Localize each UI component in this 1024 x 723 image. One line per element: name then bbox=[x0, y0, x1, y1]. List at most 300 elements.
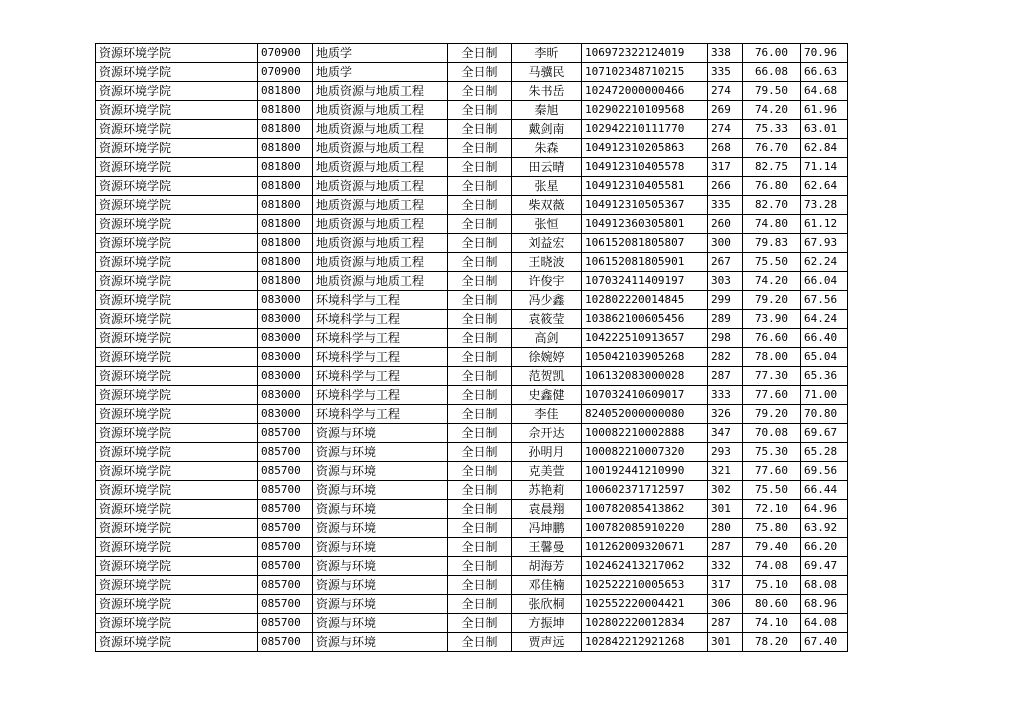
retest-score-cell: 78.20 bbox=[743, 633, 801, 652]
retest-score-cell: 74.80 bbox=[743, 215, 801, 234]
major-name-cell: 环境科学与工程 bbox=[313, 310, 448, 329]
study-mode-cell: 全日制 bbox=[448, 44, 512, 63]
initial-score-cell: 335 bbox=[708, 63, 743, 82]
student-name-cell: 李佳 bbox=[512, 405, 582, 424]
initial-score-cell: 321 bbox=[708, 462, 743, 481]
table-row bbox=[96, 272, 848, 291]
study-mode-cell: 全日制 bbox=[448, 196, 512, 215]
major-name-cell: 资源与环境 bbox=[313, 443, 448, 462]
exam-id-cell: 100782085910220 bbox=[582, 519, 708, 538]
major-code-cell: 085700 bbox=[258, 462, 313, 481]
total-score-cell: 63.92 bbox=[801, 519, 848, 538]
study-mode-cell: 全日制 bbox=[448, 101, 512, 120]
major-name-cell: 地质学 bbox=[313, 44, 448, 63]
college-cell: 资源环境学院 bbox=[96, 576, 258, 595]
study-mode-cell: 全日制 bbox=[448, 424, 512, 443]
study-mode-cell: 全日制 bbox=[448, 443, 512, 462]
college-cell: 资源环境学院 bbox=[96, 82, 258, 101]
table-row bbox=[96, 538, 848, 557]
student-name-cell: 贾声远 bbox=[512, 633, 582, 652]
student-name-cell: 方振坤 bbox=[512, 614, 582, 633]
exam-id-cell: 102462413217062 bbox=[582, 557, 708, 576]
total-score-cell: 73.28 bbox=[801, 196, 848, 215]
college-cell: 资源环境学院 bbox=[96, 177, 258, 196]
college-cell: 资源环境学院 bbox=[96, 196, 258, 215]
initial-score-cell: 302 bbox=[708, 481, 743, 500]
total-score-cell: 69.47 bbox=[801, 557, 848, 576]
table-row bbox=[96, 424, 848, 443]
table-row bbox=[96, 215, 848, 234]
table-row bbox=[96, 367, 848, 386]
major-name-cell: 资源与环境 bbox=[313, 633, 448, 652]
study-mode-cell: 全日制 bbox=[448, 234, 512, 253]
study-mode-cell: 全日制 bbox=[448, 63, 512, 82]
student-name-cell: 王馨曼 bbox=[512, 538, 582, 557]
college-cell: 资源环境学院 bbox=[96, 538, 258, 557]
initial-score-cell: 274 bbox=[708, 82, 743, 101]
exam-id-cell: 100082210002888 bbox=[582, 424, 708, 443]
major-code-cell: 081800 bbox=[258, 158, 313, 177]
major-code-cell: 085700 bbox=[258, 576, 313, 595]
table-row bbox=[96, 576, 848, 595]
study-mode-cell: 全日制 bbox=[448, 177, 512, 196]
initial-score-cell: 301 bbox=[708, 633, 743, 652]
exam-id-cell: 100192441210990 bbox=[582, 462, 708, 481]
table-row bbox=[96, 595, 848, 614]
total-score-cell: 66.04 bbox=[801, 272, 848, 291]
major-name-cell: 资源与环境 bbox=[313, 595, 448, 614]
total-score-cell: 68.08 bbox=[801, 576, 848, 595]
student-name-cell: 孙明月 bbox=[512, 443, 582, 462]
study-mode-cell: 全日制 bbox=[448, 291, 512, 310]
major-code-cell: 081800 bbox=[258, 177, 313, 196]
major-name-cell: 资源与环境 bbox=[313, 462, 448, 481]
study-mode-cell: 全日制 bbox=[448, 253, 512, 272]
college-cell: 资源环境学院 bbox=[96, 310, 258, 329]
exam-id-cell: 104222510913657 bbox=[582, 329, 708, 348]
table-row bbox=[96, 158, 848, 177]
major-name-cell: 环境科学与工程 bbox=[313, 291, 448, 310]
initial-score-cell: 347 bbox=[708, 424, 743, 443]
exam-id-cell: 102802220012834 bbox=[582, 614, 708, 633]
initial-score-cell: 335 bbox=[708, 196, 743, 215]
major-code-cell: 085700 bbox=[258, 500, 313, 519]
initial-score-cell: 268 bbox=[708, 139, 743, 158]
college-cell: 资源环境学院 bbox=[96, 443, 258, 462]
college-cell: 资源环境学院 bbox=[96, 633, 258, 652]
student-name-cell: 佘开达 bbox=[512, 424, 582, 443]
student-name-cell: 李昕 bbox=[512, 44, 582, 63]
major-name-cell: 环境科学与工程 bbox=[313, 329, 448, 348]
exam-id-cell: 107032411409197 bbox=[582, 272, 708, 291]
student-name-cell: 朱书岳 bbox=[512, 82, 582, 101]
major-name-cell: 资源与环境 bbox=[313, 538, 448, 557]
retest-score-cell: 77.60 bbox=[743, 386, 801, 405]
total-score-cell: 64.68 bbox=[801, 82, 848, 101]
table-row bbox=[96, 63, 848, 82]
major-code-cell: 085700 bbox=[258, 614, 313, 633]
initial-score-cell: 303 bbox=[708, 272, 743, 291]
score-table-body bbox=[96, 44, 848, 652]
retest-score-cell: 75.33 bbox=[743, 120, 801, 139]
student-name-cell: 朱森 bbox=[512, 139, 582, 158]
total-score-cell: 65.28 bbox=[801, 443, 848, 462]
total-score-cell: 62.84 bbox=[801, 139, 848, 158]
initial-score-cell: 287 bbox=[708, 367, 743, 386]
major-name-cell: 资源与环境 bbox=[313, 614, 448, 633]
major-name-cell: 环境科学与工程 bbox=[313, 386, 448, 405]
exam-id-cell: 102472000000466 bbox=[582, 82, 708, 101]
student-name-cell: 袁晨翔 bbox=[512, 500, 582, 519]
retest-score-cell: 82.70 bbox=[743, 196, 801, 215]
college-cell: 资源环境学院 bbox=[96, 386, 258, 405]
major-code-cell: 081800 bbox=[258, 272, 313, 291]
total-score-cell: 61.96 bbox=[801, 101, 848, 120]
exam-id-cell: 105042103905268 bbox=[582, 348, 708, 367]
table-row bbox=[96, 82, 848, 101]
study-mode-cell: 全日制 bbox=[448, 557, 512, 576]
student-name-cell: 戴剑南 bbox=[512, 120, 582, 139]
college-cell: 资源环境学院 bbox=[96, 519, 258, 538]
retest-score-cell: 70.08 bbox=[743, 424, 801, 443]
retest-score-cell: 79.40 bbox=[743, 538, 801, 557]
table-row bbox=[96, 481, 848, 500]
total-score-cell: 61.12 bbox=[801, 215, 848, 234]
major-code-cell: 081800 bbox=[258, 120, 313, 139]
table-row bbox=[96, 101, 848, 120]
table-row bbox=[96, 177, 848, 196]
initial-score-cell: 266 bbox=[708, 177, 743, 196]
major-name-cell: 地质资源与地质工程 bbox=[313, 234, 448, 253]
initial-score-cell: 299 bbox=[708, 291, 743, 310]
study-mode-cell: 全日制 bbox=[448, 519, 512, 538]
retest-score-cell: 76.80 bbox=[743, 177, 801, 196]
table-row bbox=[96, 348, 848, 367]
retest-score-cell: 78.00 bbox=[743, 348, 801, 367]
exam-id-cell: 100082210007320 bbox=[582, 443, 708, 462]
study-mode-cell: 全日制 bbox=[448, 82, 512, 101]
table-row bbox=[96, 614, 848, 633]
study-mode-cell: 全日制 bbox=[448, 215, 512, 234]
major-code-cell: 070900 bbox=[258, 44, 313, 63]
retest-score-cell: 75.10 bbox=[743, 576, 801, 595]
student-name-cell: 冯少鑫 bbox=[512, 291, 582, 310]
retest-score-cell: 66.08 bbox=[743, 63, 801, 82]
exam-id-cell: 102942210111770 bbox=[582, 120, 708, 139]
study-mode-cell: 全日制 bbox=[448, 500, 512, 519]
major-name-cell: 地质资源与地质工程 bbox=[313, 139, 448, 158]
exam-id-cell: 104912360305801 bbox=[582, 215, 708, 234]
total-score-cell: 71.00 bbox=[801, 386, 848, 405]
total-score-cell: 66.63 bbox=[801, 63, 848, 82]
major-code-cell: 070900 bbox=[258, 63, 313, 82]
student-name-cell: 许俊宇 bbox=[512, 272, 582, 291]
total-score-cell: 69.56 bbox=[801, 462, 848, 481]
major-name-cell: 地质学 bbox=[313, 63, 448, 82]
major-name-cell: 地质资源与地质工程 bbox=[313, 101, 448, 120]
total-score-cell: 69.67 bbox=[801, 424, 848, 443]
retest-score-cell: 79.83 bbox=[743, 234, 801, 253]
major-code-cell: 085700 bbox=[258, 519, 313, 538]
study-mode-cell: 全日制 bbox=[448, 614, 512, 633]
major-code-cell: 081800 bbox=[258, 82, 313, 101]
total-score-cell: 65.04 bbox=[801, 348, 848, 367]
exam-id-cell: 107102348710215 bbox=[582, 63, 708, 82]
college-cell: 资源环境学院 bbox=[96, 462, 258, 481]
exam-id-cell: 100782085413862 bbox=[582, 500, 708, 519]
retest-score-cell: 77.30 bbox=[743, 367, 801, 386]
total-score-cell: 67.40 bbox=[801, 633, 848, 652]
student-name-cell: 苏艳莉 bbox=[512, 481, 582, 500]
total-score-cell: 70.80 bbox=[801, 405, 848, 424]
retest-score-cell: 76.00 bbox=[743, 44, 801, 63]
total-score-cell: 66.20 bbox=[801, 538, 848, 557]
table-row bbox=[96, 329, 848, 348]
table-row bbox=[96, 291, 848, 310]
college-cell: 资源环境学院 bbox=[96, 101, 258, 120]
major-name-cell: 地质资源与地质工程 bbox=[313, 196, 448, 215]
total-score-cell: 67.93 bbox=[801, 234, 848, 253]
major-name-cell: 资源与环境 bbox=[313, 557, 448, 576]
study-mode-cell: 全日制 bbox=[448, 595, 512, 614]
study-mode-cell: 全日制 bbox=[448, 120, 512, 139]
major-code-cell: 085700 bbox=[258, 595, 313, 614]
retest-score-cell: 79.20 bbox=[743, 291, 801, 310]
major-code-cell: 083000 bbox=[258, 310, 313, 329]
student-name-cell: 张欣桐 bbox=[512, 595, 582, 614]
college-cell: 资源环境学院 bbox=[96, 272, 258, 291]
retest-score-cell: 73.90 bbox=[743, 310, 801, 329]
retest-score-cell: 79.50 bbox=[743, 82, 801, 101]
major-code-cell: 083000 bbox=[258, 386, 313, 405]
retest-score-cell: 75.50 bbox=[743, 481, 801, 500]
study-mode-cell: 全日制 bbox=[448, 348, 512, 367]
total-score-cell: 66.44 bbox=[801, 481, 848, 500]
major-code-cell: 081800 bbox=[258, 139, 313, 158]
major-code-cell: 085700 bbox=[258, 557, 313, 576]
study-mode-cell: 全日制 bbox=[448, 272, 512, 291]
college-cell: 资源环境学院 bbox=[96, 595, 258, 614]
exam-id-cell: 104912310505367 bbox=[582, 196, 708, 215]
total-score-cell: 68.96 bbox=[801, 595, 848, 614]
student-name-cell: 田云晴 bbox=[512, 158, 582, 177]
study-mode-cell: 全日制 bbox=[448, 386, 512, 405]
major-name-cell: 环境科学与工程 bbox=[313, 367, 448, 386]
major-name-cell: 地质资源与地质工程 bbox=[313, 272, 448, 291]
major-name-cell: 地质资源与地质工程 bbox=[313, 253, 448, 272]
study-mode-cell: 全日制 bbox=[448, 310, 512, 329]
study-mode-cell: 全日制 bbox=[448, 139, 512, 158]
initial-score-cell: 260 bbox=[708, 215, 743, 234]
exam-id-cell: 103862100605456 bbox=[582, 310, 708, 329]
study-mode-cell: 全日制 bbox=[448, 405, 512, 424]
study-mode-cell: 全日制 bbox=[448, 538, 512, 557]
exam-id-cell: 106972322124019 bbox=[582, 44, 708, 63]
student-name-cell: 张星 bbox=[512, 177, 582, 196]
study-mode-cell: 全日制 bbox=[448, 481, 512, 500]
exam-id-cell: 102902210109568 bbox=[582, 101, 708, 120]
major-code-cell: 085700 bbox=[258, 538, 313, 557]
college-cell: 资源环境学院 bbox=[96, 120, 258, 139]
retest-score-cell: 74.08 bbox=[743, 557, 801, 576]
initial-score-cell: 298 bbox=[708, 329, 743, 348]
exam-id-cell: 102802220014845 bbox=[582, 291, 708, 310]
college-cell: 资源环境学院 bbox=[96, 158, 258, 177]
initial-score-cell: 338 bbox=[708, 44, 743, 63]
exam-id-cell: 104912310405581 bbox=[582, 177, 708, 196]
study-mode-cell: 全日制 bbox=[448, 367, 512, 386]
initial-score-cell: 282 bbox=[708, 348, 743, 367]
exam-id-cell: 106132083000028 bbox=[582, 367, 708, 386]
major-name-cell: 环境科学与工程 bbox=[313, 348, 448, 367]
study-mode-cell: 全日制 bbox=[448, 576, 512, 595]
student-name-cell: 史鑫健 bbox=[512, 386, 582, 405]
study-mode-cell: 全日制 bbox=[448, 633, 512, 652]
major-code-cell: 081800 bbox=[258, 215, 313, 234]
student-name-cell: 柴双薇 bbox=[512, 196, 582, 215]
total-score-cell: 65.36 bbox=[801, 367, 848, 386]
student-name-cell: 秦旭 bbox=[512, 101, 582, 120]
table-row bbox=[96, 253, 848, 272]
retest-score-cell: 72.10 bbox=[743, 500, 801, 519]
initial-score-cell: 269 bbox=[708, 101, 743, 120]
total-score-cell: 64.96 bbox=[801, 500, 848, 519]
student-name-cell: 克美萱 bbox=[512, 462, 582, 481]
college-cell: 资源环境学院 bbox=[96, 424, 258, 443]
initial-score-cell: 301 bbox=[708, 500, 743, 519]
table-row bbox=[96, 500, 848, 519]
retest-score-cell: 74.10 bbox=[743, 614, 801, 633]
major-name-cell: 资源与环境 bbox=[313, 481, 448, 500]
major-name-cell: 资源与环境 bbox=[313, 424, 448, 443]
exam-id-cell: 106152081805901 bbox=[582, 253, 708, 272]
retest-score-cell: 76.60 bbox=[743, 329, 801, 348]
college-cell: 资源环境学院 bbox=[96, 234, 258, 253]
exam-id-cell: 102522210005653 bbox=[582, 576, 708, 595]
college-cell: 资源环境学院 bbox=[96, 405, 258, 424]
student-name-cell: 冯坤鹏 bbox=[512, 519, 582, 538]
college-cell: 资源环境学院 bbox=[96, 367, 258, 386]
table-row bbox=[96, 44, 848, 63]
table-row bbox=[96, 386, 848, 405]
total-score-cell: 62.64 bbox=[801, 177, 848, 196]
retest-score-cell: 77.60 bbox=[743, 462, 801, 481]
college-cell: 资源环境学院 bbox=[96, 557, 258, 576]
total-score-cell: 67.56 bbox=[801, 291, 848, 310]
major-code-cell: 085700 bbox=[258, 481, 313, 500]
retest-score-cell: 74.20 bbox=[743, 272, 801, 291]
initial-score-cell: 274 bbox=[708, 120, 743, 139]
major-name-cell: 地质资源与地质工程 bbox=[313, 177, 448, 196]
study-mode-cell: 全日制 bbox=[448, 158, 512, 177]
exam-id-cell: 101262009320671 bbox=[582, 538, 708, 557]
initial-score-cell: 267 bbox=[708, 253, 743, 272]
college-cell: 资源环境学院 bbox=[96, 139, 258, 158]
initial-score-cell: 289 bbox=[708, 310, 743, 329]
table-row bbox=[96, 443, 848, 462]
initial-score-cell: 317 bbox=[708, 158, 743, 177]
retest-score-cell: 76.70 bbox=[743, 139, 801, 158]
study-mode-cell: 全日制 bbox=[448, 462, 512, 481]
initial-score-cell: 300 bbox=[708, 234, 743, 253]
student-name-cell: 范贺凯 bbox=[512, 367, 582, 386]
initial-score-cell: 306 bbox=[708, 595, 743, 614]
initial-score-cell: 317 bbox=[708, 576, 743, 595]
major-code-cell: 083000 bbox=[258, 405, 313, 424]
retest-score-cell: 75.30 bbox=[743, 443, 801, 462]
total-score-cell: 63.01 bbox=[801, 120, 848, 139]
major-code-cell: 085700 bbox=[258, 424, 313, 443]
retest-score-cell: 74.20 bbox=[743, 101, 801, 120]
college-cell: 资源环境学院 bbox=[96, 614, 258, 633]
table-row bbox=[96, 462, 848, 481]
initial-score-cell: 332 bbox=[708, 557, 743, 576]
total-score-cell: 70.96 bbox=[801, 44, 848, 63]
total-score-cell: 71.14 bbox=[801, 158, 848, 177]
table-row bbox=[96, 310, 848, 329]
major-name-cell: 地质资源与地质工程 bbox=[313, 215, 448, 234]
initial-score-cell: 293 bbox=[708, 443, 743, 462]
major-code-cell: 081800 bbox=[258, 101, 313, 120]
study-mode-cell: 全日制 bbox=[448, 329, 512, 348]
major-code-cell: 083000 bbox=[258, 367, 313, 386]
total-score-cell: 64.24 bbox=[801, 310, 848, 329]
exam-id-cell: 102552220004421 bbox=[582, 595, 708, 614]
student-name-cell: 马骥民 bbox=[512, 63, 582, 82]
major-name-cell: 地质资源与地质工程 bbox=[313, 158, 448, 177]
retest-score-cell: 80.60 bbox=[743, 595, 801, 614]
major-code-cell: 083000 bbox=[258, 329, 313, 348]
college-cell: 资源环境学院 bbox=[96, 215, 258, 234]
student-name-cell: 邓佳楠 bbox=[512, 576, 582, 595]
exam-id-cell: 107032410609017 bbox=[582, 386, 708, 405]
student-name-cell: 刘益宏 bbox=[512, 234, 582, 253]
initial-score-cell: 287 bbox=[708, 614, 743, 633]
college-cell: 资源环境学院 bbox=[96, 291, 258, 310]
student-name-cell: 张恒 bbox=[512, 215, 582, 234]
total-score-cell: 64.08 bbox=[801, 614, 848, 633]
table-row bbox=[96, 196, 848, 215]
table-row bbox=[96, 120, 848, 139]
student-name-cell: 高剑 bbox=[512, 329, 582, 348]
initial-score-cell: 333 bbox=[708, 386, 743, 405]
exam-id-cell: 104912310405578 bbox=[582, 158, 708, 177]
student-name-cell: 徐婉婷 bbox=[512, 348, 582, 367]
major-code-cell: 083000 bbox=[258, 348, 313, 367]
initial-score-cell: 280 bbox=[708, 519, 743, 538]
student-name-cell: 袁筱莹 bbox=[512, 310, 582, 329]
college-cell: 资源环境学院 bbox=[96, 44, 258, 63]
exam-id-cell: 104912310205863 bbox=[582, 139, 708, 158]
retest-score-cell: 75.80 bbox=[743, 519, 801, 538]
table-row bbox=[96, 234, 848, 253]
score-table bbox=[95, 43, 848, 652]
major-name-cell: 地质资源与地质工程 bbox=[313, 120, 448, 139]
college-cell: 资源环境学院 bbox=[96, 329, 258, 348]
major-code-cell: 085700 bbox=[258, 633, 313, 652]
retest-score-cell: 75.50 bbox=[743, 253, 801, 272]
college-cell: 资源环境学院 bbox=[96, 253, 258, 272]
table-row bbox=[96, 633, 848, 652]
major-name-cell: 地质资源与地质工程 bbox=[313, 82, 448, 101]
major-code-cell: 085700 bbox=[258, 443, 313, 462]
college-cell: 资源环境学院 bbox=[96, 63, 258, 82]
college-cell: 资源环境学院 bbox=[96, 481, 258, 500]
table-row bbox=[96, 557, 848, 576]
initial-score-cell: 326 bbox=[708, 405, 743, 424]
student-name-cell: 胡海芳 bbox=[512, 557, 582, 576]
total-score-cell: 66.40 bbox=[801, 329, 848, 348]
